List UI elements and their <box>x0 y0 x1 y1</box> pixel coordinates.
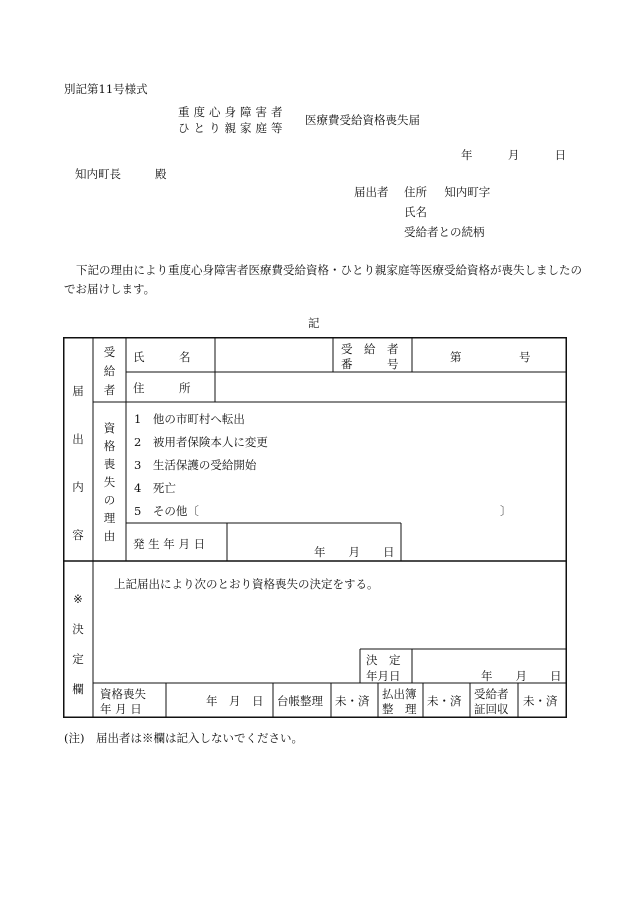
applicant-label: 届出者 <box>354 185 389 199</box>
reason-2[interactable]: 2 被用者保険本人に変更 <box>134 435 268 449</box>
recipient-number-label-1: 受 給 者 <box>341 342 399 356</box>
body-text: 下記の理由により重度心身障害者医療費受給資格・ひとり親家庭等医療受給資格が喪失しましたのでお届けします。 <box>64 263 582 296</box>
decision-section-label: ※ 決 定 欄 <box>72 592 84 696</box>
footnote: (注) 届出者は※欄は記入しないでください。 <box>64 731 303 745</box>
loss-date-field[interactable]: 年 月 日 <box>206 694 264 708</box>
recipient-number-label-2: 番 号 <box>341 357 399 371</box>
applicant-address <box>404 184 490 200</box>
title-line-1: 重度心身障害者 <box>178 105 287 119</box>
applicant-address-prefix: 知内町字 <box>444 185 491 199</box>
form-number: 別記第11号様式 <box>64 82 148 96</box>
ki-heading: 記 <box>308 316 320 330</box>
address-label: 住 所 <box>133 381 191 395</box>
cert-label-2: 証回収 <box>474 702 509 716</box>
ledger-status[interactable]: 未・済 <box>335 694 370 708</box>
ledger-label: 台帳整理 <box>277 694 323 708</box>
loss-date-label-2: 年 月 日 <box>100 702 142 716</box>
loss-date-label-1: 資格喪失 <box>100 687 146 701</box>
decision-text: 上記届出により次のとおり資格喪失の決定をする。 <box>114 577 379 591</box>
decision-date-label-1: 決 定 <box>366 653 401 667</box>
notification-form-table <box>63 337 567 718</box>
date-month-label: 月 <box>507 148 520 162</box>
address-field[interactable] <box>220 372 560 402</box>
reason-1[interactable]: 1 他の市町村へ転出 <box>134 412 245 426</box>
applicant-address-label: 住所 <box>404 185 427 199</box>
reason-5[interactable]: 5 その他〔 <box>134 504 199 518</box>
title-suffix: 医療費受給資格喪失届 <box>305 113 420 127</box>
payment-label-2: 整 理 <box>382 702 417 716</box>
applicant-relation-label: 受給者との続柄 <box>404 225 485 239</box>
submission-date <box>461 147 566 163</box>
name-label: 氏 名 <box>133 350 191 364</box>
addressee-name: 知内町長 <box>75 167 121 181</box>
payment-label-1: 払出簿 <box>382 687 417 701</box>
decision-date-label-2: 年月日 <box>366 669 401 683</box>
occurrence-date-field[interactable]: 年 月 日 <box>314 545 395 559</box>
title-line-2: ひとり親家庭等 <box>178 121 287 135</box>
recipient-label: 受 給 者 <box>103 345 116 397</box>
section-label-notification: 届 出 内 容 <box>72 384 84 542</box>
reason-other-close-bracket: 〕 <box>500 504 512 518</box>
cert-label-1: 受給者 <box>474 687 509 701</box>
reason-label: 資 格 喪 失 の 理 由 <box>103 421 116 543</box>
name-field[interactable] <box>220 337 328 372</box>
recipient-number-value: 第 号 <box>450 350 531 364</box>
addressee <box>75 166 167 182</box>
reason-3[interactable]: 3 生活保護の受給開始 <box>134 458 257 472</box>
decision-date-field[interactable]: 年 月 日 <box>481 669 562 683</box>
addressee-honorific: 殿 <box>155 167 167 181</box>
date-day-label: 日 <box>554 148 567 162</box>
cert-status[interactable]: 未・済 <box>523 694 558 708</box>
applicant-name-label: 氏名 <box>404 205 427 219</box>
reason-4[interactable]: 4 死亡 <box>134 481 176 495</box>
date-year-label: 年 <box>461 148 473 162</box>
payment-status[interactable]: 未・済 <box>427 694 462 708</box>
occurrence-date-label: 発 生 年 月 日 <box>133 537 206 551</box>
